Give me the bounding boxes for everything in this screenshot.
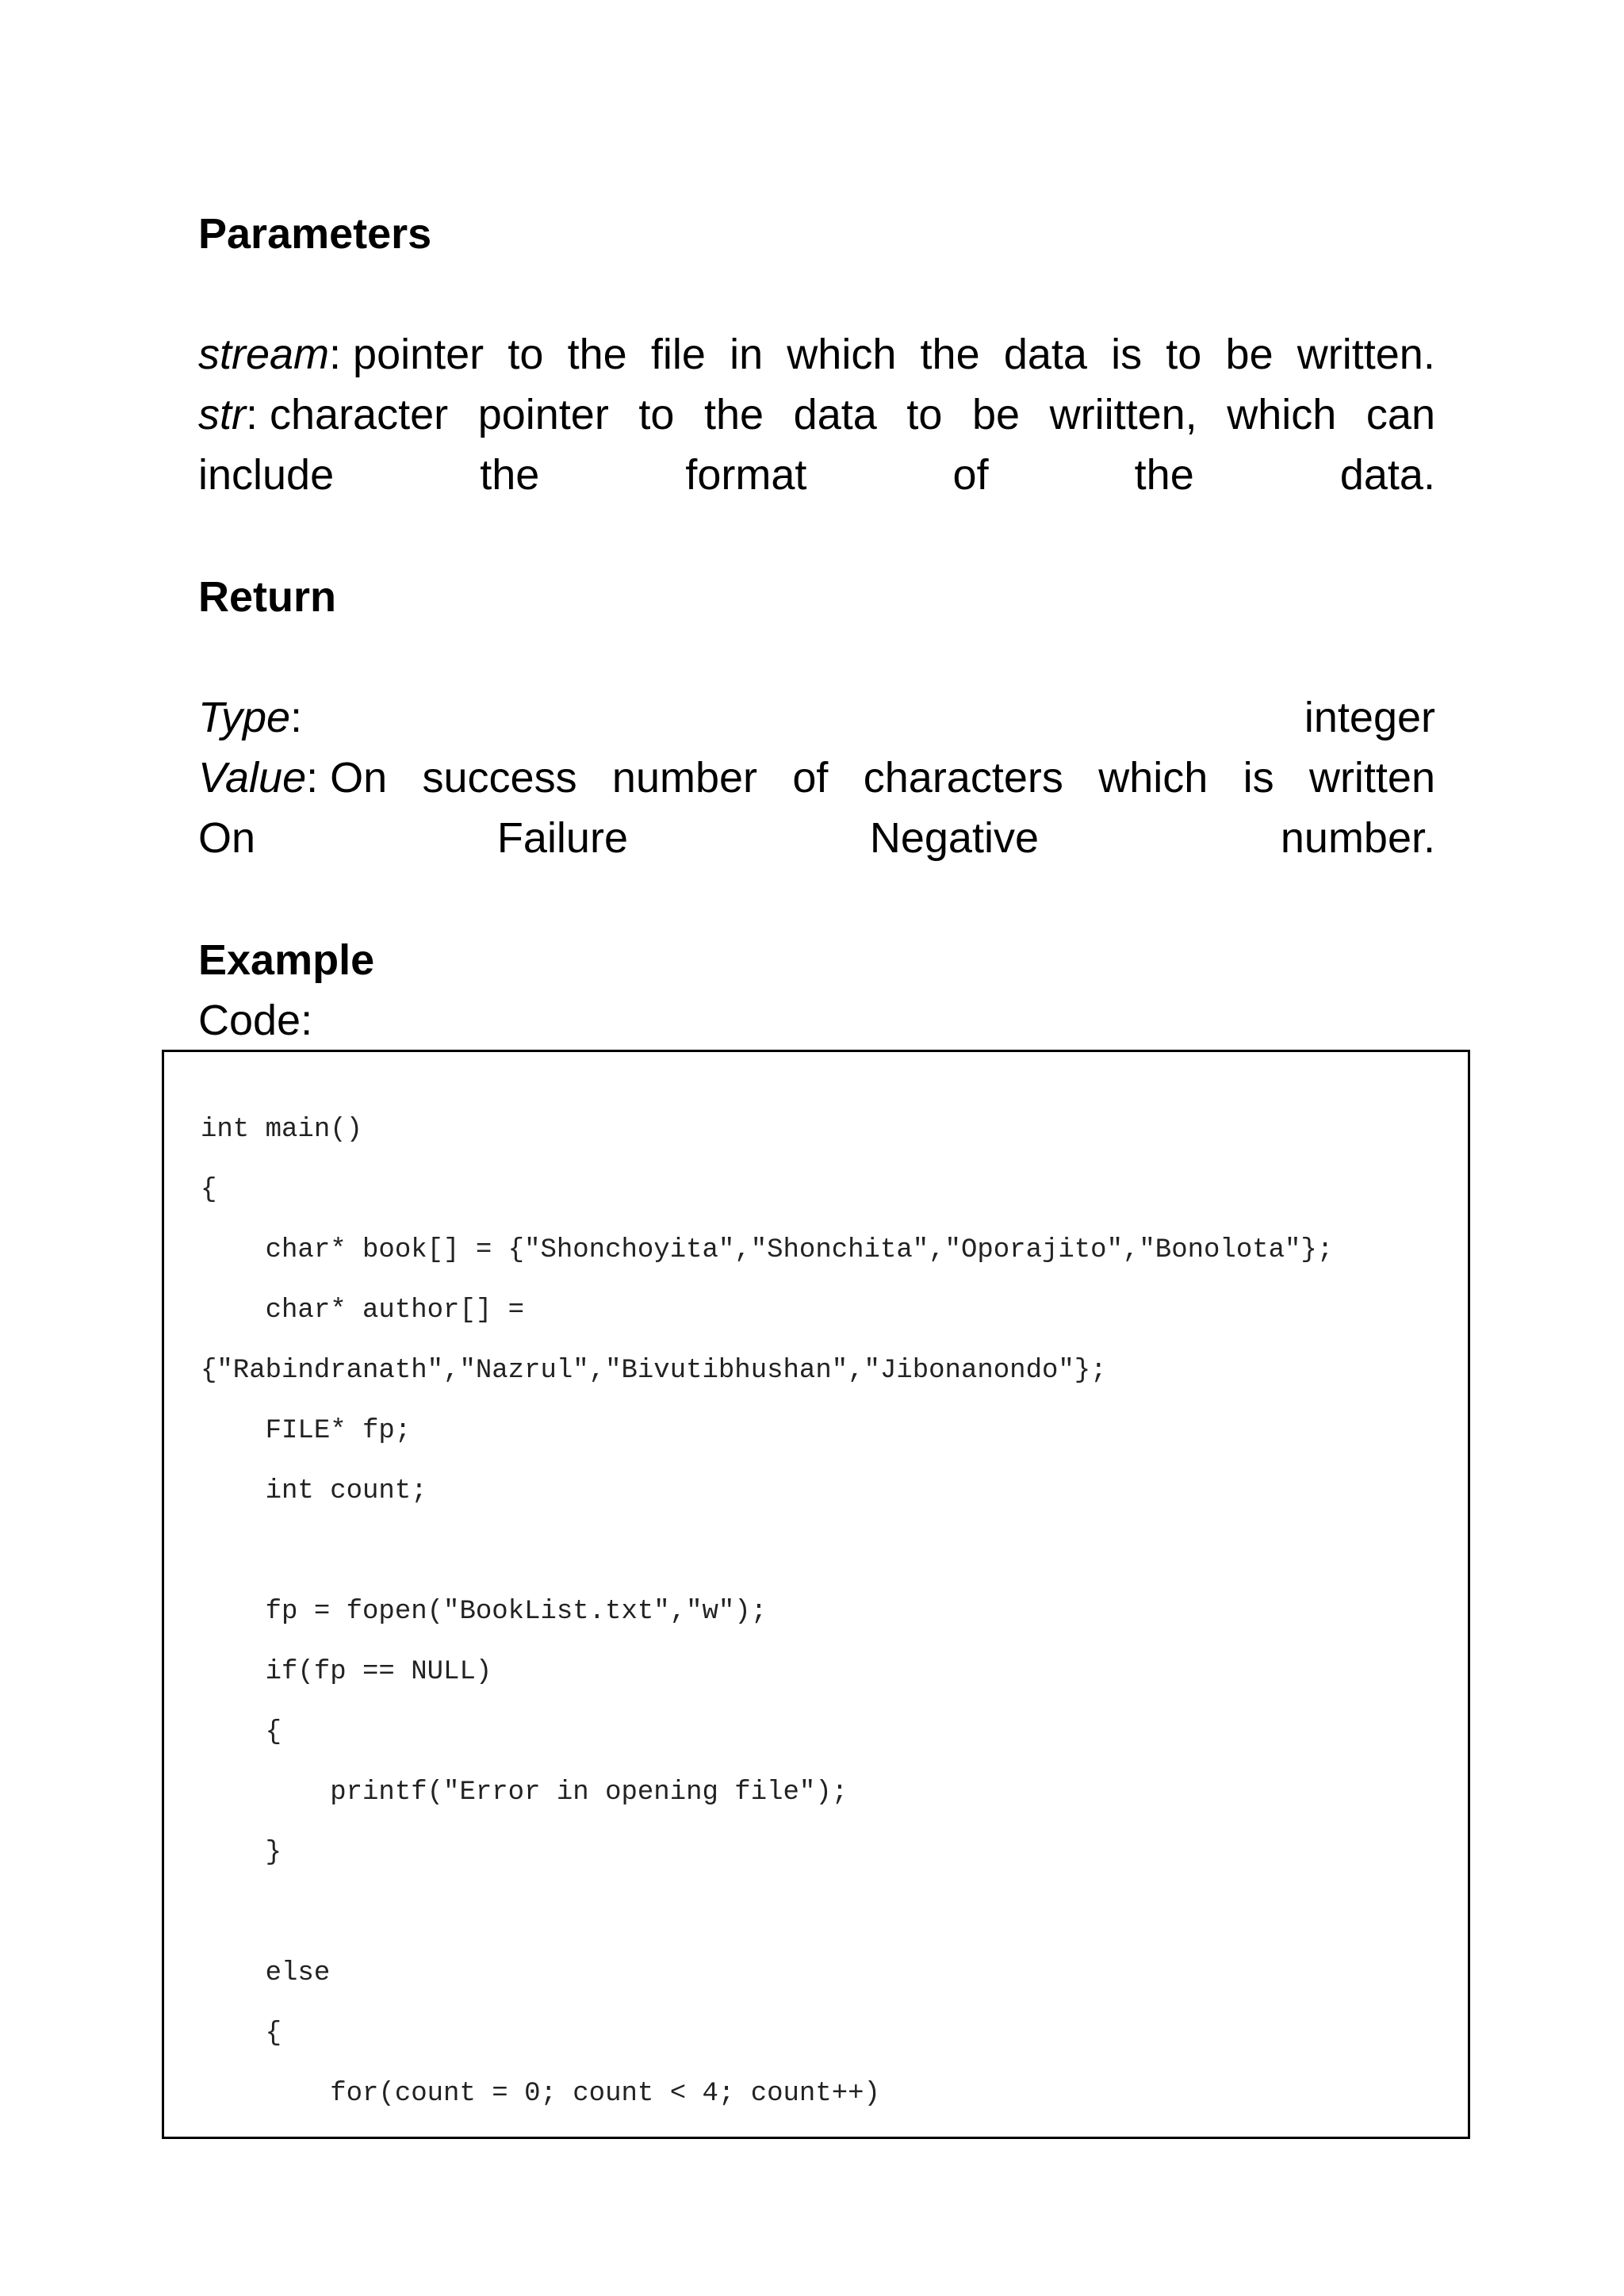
- str-word: wriitten,: [1049, 391, 1197, 438]
- format-line: [198, 451, 1435, 499]
- value-word: which: [1098, 754, 1208, 802]
- str-word: pointer: [477, 391, 609, 438]
- stream-word: the: [920, 331, 980, 378]
- return-heading: Return: [198, 573, 336, 621]
- format-word: the: [480, 451, 540, 499]
- code-line: char* author[] =: [201, 1295, 525, 1326]
- stream-word: : pointer: [329, 331, 485, 378]
- value-word: characters: [863, 754, 1063, 802]
- str-word: to: [906, 391, 943, 438]
- value-word: written: [1308, 754, 1435, 802]
- stream-term: stream: [198, 331, 330, 378]
- return-value-line: [198, 754, 1435, 802]
- return-value-first: [198, 754, 388, 802]
- str-word: can: [1365, 391, 1435, 438]
- code-line: {: [201, 2019, 282, 2049]
- str-word: which: [1227, 391, 1337, 438]
- return-failure-line: [198, 814, 1435, 862]
- stream-param-line: [198, 333, 1435, 376]
- value-term: Value: [198, 754, 307, 802]
- value-word: is: [1243, 754, 1274, 802]
- stream-word: written.: [1297, 331, 1435, 378]
- str-word: the: [704, 391, 764, 438]
- code-block: [162, 1050, 1470, 2139]
- value-word: of: [792, 754, 829, 802]
- code-line: fp = fopen("BookList.txt","w");: [201, 1597, 768, 1627]
- code-line: printf("Error in opening file");: [201, 1777, 848, 1808]
- stream-word: the: [567, 331, 627, 378]
- value-word: success: [422, 754, 577, 802]
- stream-param-first: [198, 333, 484, 376]
- format-word: include: [198, 451, 335, 499]
- format-word: the: [1134, 451, 1194, 499]
- stream-word: is: [1111, 331, 1143, 378]
- code-line: for(count = 0; count < 4; count++): [201, 2079, 880, 2109]
- code-line: }: [201, 1838, 282, 1868]
- str-word: : character: [246, 391, 449, 438]
- format-word: format: [685, 451, 807, 499]
- str-word: data: [793, 391, 877, 438]
- value-word: number: [611, 754, 758, 802]
- stream-word: which: [787, 331, 897, 378]
- code-label: Code:: [198, 997, 313, 1044]
- stream-word: in: [730, 331, 764, 378]
- stream-word: be: [1225, 331, 1274, 378]
- str-param-first: [198, 393, 448, 436]
- code-line: int main(): [201, 1115, 363, 1145]
- stream-word: to: [1166, 331, 1202, 378]
- failure-word: Negative: [869, 814, 1039, 862]
- str-word: be: [971, 391, 1021, 438]
- return-type-line: [198, 696, 1435, 739]
- failure-word: number.: [1280, 814, 1435, 862]
- failure-word: Failure: [496, 814, 628, 862]
- value-word: : On: [306, 754, 388, 802]
- type-term: Type: [198, 694, 291, 741]
- failure-word: On: [198, 814, 256, 862]
- str-param-line: [198, 393, 1435, 436]
- str-word: to: [638, 391, 675, 438]
- format-word: of: [952, 451, 989, 499]
- stream-word: file: [650, 331, 706, 378]
- return-type-first: [198, 696, 302, 739]
- str-term: str: [198, 391, 246, 438]
- code-line: FILE* fp;: [201, 1416, 412, 1446]
- code-line: if(fp == NULL): [201, 1657, 492, 1687]
- example-heading: Example: [198, 936, 375, 984]
- code-line: int count;: [201, 1476, 427, 1506]
- code-line: char* book[] = {"Shonchoyita","Shonchita","Oporajito","Bonolota"};: [201, 1235, 1334, 1265]
- stream-word: to: [508, 331, 544, 378]
- format-word: data.: [1339, 451, 1435, 499]
- code-line: {"Rabindranath","Nazrul","Bivutibhushan","Jibonanondo"};: [201, 1356, 1107, 1386]
- parameters-heading: Parameters: [198, 210, 432, 258]
- code-line: else: [201, 1958, 331, 1988]
- type-word: integer: [1304, 694, 1435, 741]
- code-line: {: [201, 1175, 217, 1205]
- type-word: :: [290, 694, 303, 741]
- stream-word: data: [1003, 331, 1087, 378]
- code-line: {: [201, 1717, 282, 1747]
